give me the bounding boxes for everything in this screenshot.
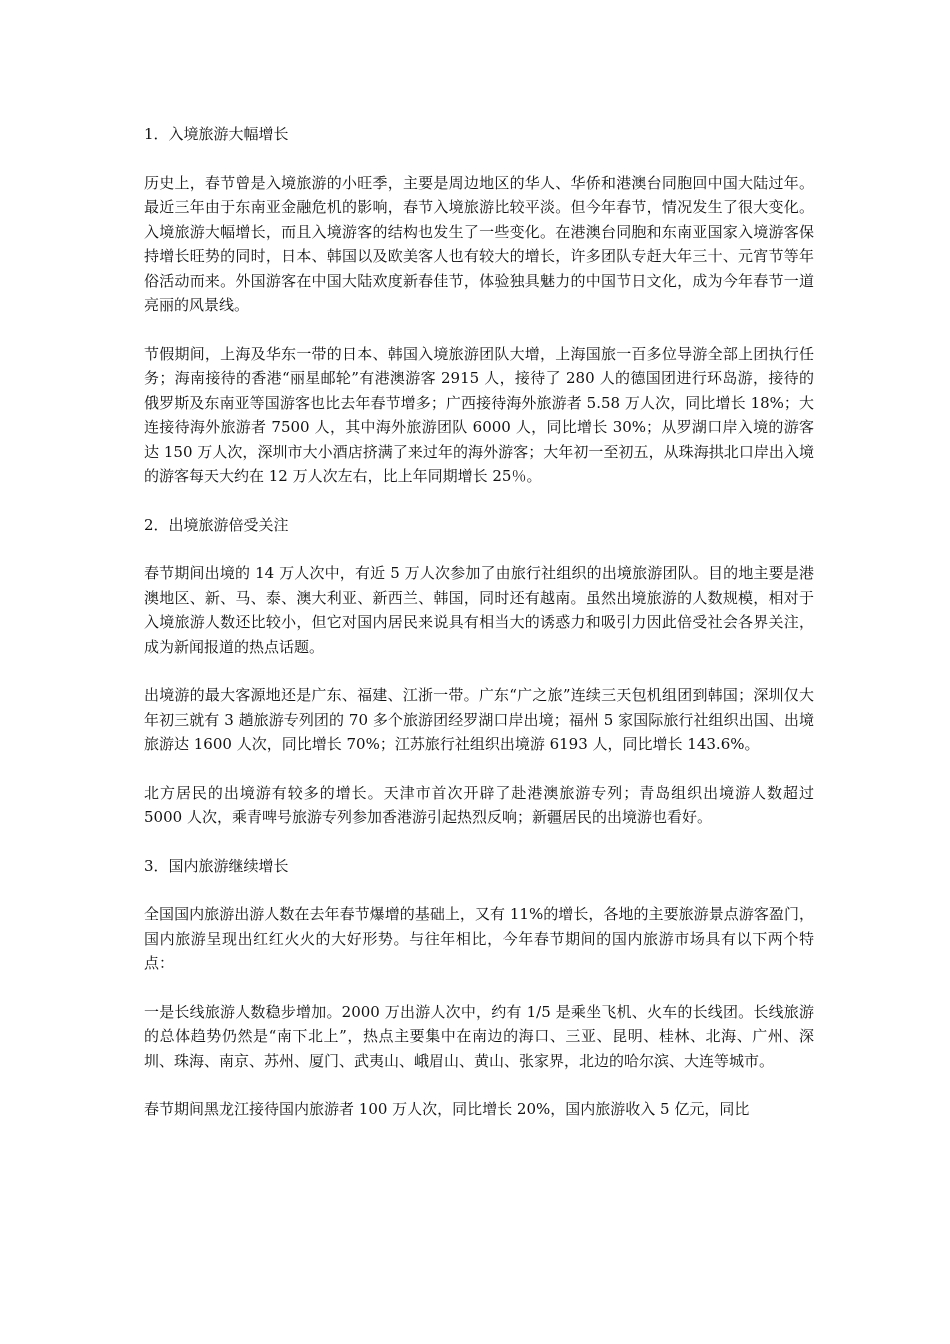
paragraph: 全国国内旅游出游人数在去年春节爆增的基础上，又有 11%的增长，各地的主要旅游景点游客盈门，国内旅游呈现出红红火火的大好形势。与往年相比，今年春节期间的国内旅游市场具有以下两个特点： bbox=[144, 905, 814, 972]
paragraph: 春节期间出境的 14 万人次中，有近 5 万人次参加了由旅行社组织的出境旅游团队。目的地主要是港澳地区、新、马、泰、澳大利亚、新西兰、韩国，同时还有越南。虽然出境旅游的人数规模，相对于入境旅游人数还比较小，但它对国内居民来说具有相当大的诱惑力和吸引力因此倍受社会各界关注，成为新闻报道的热点话题。 bbox=[144, 564, 814, 656]
paragraph: 北方居民的出境游有较多的增长。天津市首次开辟了赴港澳旅游专列；青岛组织出境游人数超过 5000 人次，乘青啤号旅游专列参加香港游引起热烈反响；新疆居民的出境游也看好。 bbox=[144, 783, 814, 826]
paragraph: 节假期间，上海及华东一带的日本、韩国入境旅游团队大增，上海国旅一百多位导游全部上团执行任务；海南接待的香港“丽星邮轮”有港澳游客 2915 人，接待了 280 人的德国团进行环岛游，接待的俄罗斯及东南亚等国游客也比去年春节增多；广西接待海外旅游者 5.58 万人次，同比增长 18%；大连接待海外旅游者 7500 人，其中海外旅游团队 6000 人，同比增长 30%；从罗湖口岸入境的游客达 150 万人次，深圳市大小酒店挤满了来过年的海外游客；大年初一至初五，从珠海拱北口岸出入境的游客每天大约在 12 万人次左右，比上年同期增长 25％。 bbox=[144, 344, 814, 485]
paragraph: 春节期间黑龙江接待国内旅游者 100 万人次，同比增长 20%，国内旅游收入 5 亿元，同比 bbox=[144, 1100, 750, 1118]
section-heading-domestic: 3．国内旅游继续增长 bbox=[144, 856, 289, 875]
paragraph: 历史上，春节曾是入境旅游的小旺季，主要是周边地区的华人、华侨和港澳台同胞回中国大陆过年。最近三年由于东南亚金融危机的影响，春节入境旅游比较平淡。但今年春节，情况发生了很大变化。入境旅游大幅增长，而且入境游客的结构也发生了一些变化。在港澳台同胞和东南亚国家入境游客保持增长旺势的同时，日本、韩国以及欧美客人也有较大的增长，许多团队专赶大年三十、元宵节等年俗活动而来。外国游客在中国大陆欢度新春佳节，体验独具魅力的中国节日文化，成为今年春节一道亮丽的风景线。 bbox=[144, 173, 814, 314]
document-body bbox=[144, 122, 814, 1122]
paragraph: 一是长线旅游人数稳步增加。2000 万出游人次中，约有 1/5 是乘坐飞机、火车的长线团。长线旅游的总体趋势仍然是“南下北上”，热点主要集中在南边的海口、三亚、昆明、桂林、北海、广州、深圳、珠海、南京、苏州、厦门、武夷山、峨眉山、黄山、张家界，北边的哈尔滨、大连等城市。 bbox=[144, 1002, 814, 1070]
paragraph: 出境游的最大客源地还是广东、福建、江浙一带。广东“广之旅”连续三天包机组团到韩国；深圳仅大年初三就有 3 趟旅游专列团的 70 多个旅游团经罗湖口岸出境；福州 5 家国际旅行社组织出国、出境旅游达 1600 人次，同比增长 70%；江苏旅行社组织出境游 6193 人，同比增长 143.6%。 bbox=[144, 686, 814, 753]
section-heading-inbound: 1．入境旅游大幅增长 bbox=[144, 125, 289, 143]
section-heading-outbound: 2．出境旅游倍受关注 bbox=[144, 515, 289, 534]
